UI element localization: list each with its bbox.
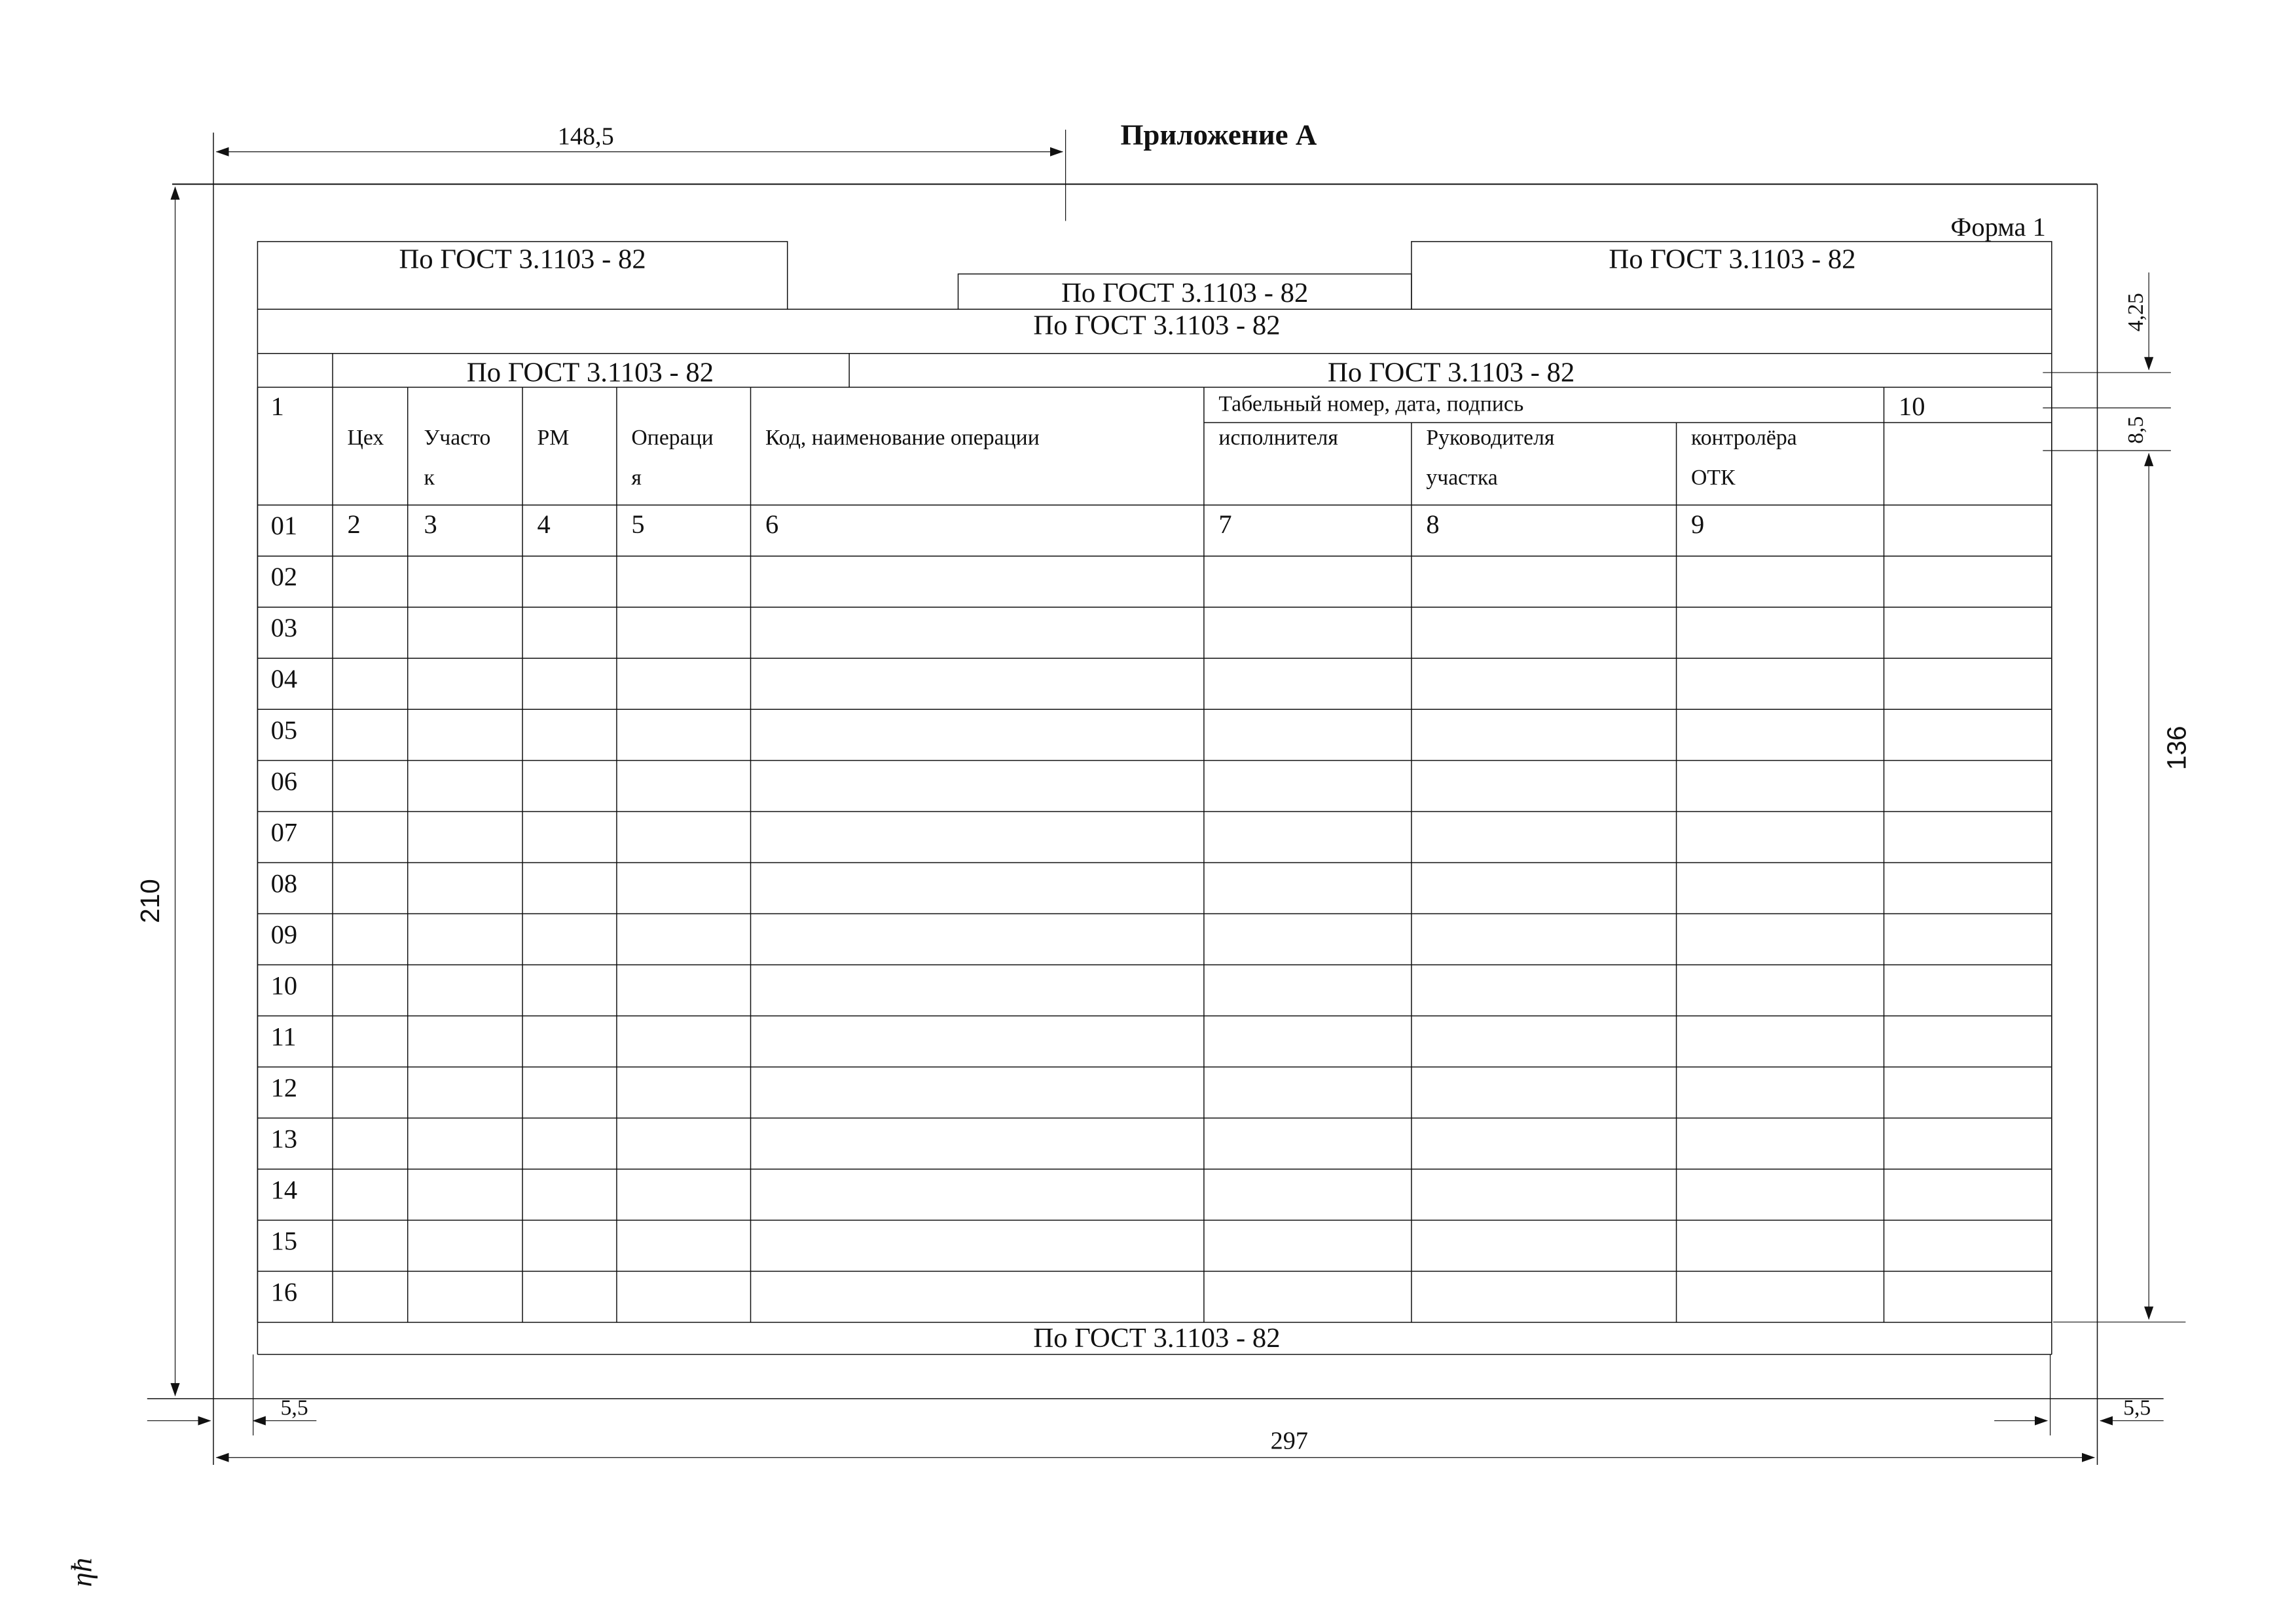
column-header-label: РМ [537,426,570,451]
gost-bottom-row: По ГОСТ 3.1103 - 82 [1033,1323,1281,1354]
column-number: 4 [537,509,551,539]
dim-top-half-width: 148,5 [557,122,614,151]
column-number: 9 [1691,509,1705,539]
gost-box-top-center: По ГОСТ 3.1103 - 82 [1061,278,1309,309]
row-number: 01 [270,511,298,541]
signature-column-label: исполнителя [1218,426,1338,451]
column-number: 7 [1218,509,1232,539]
column-number: 6 [765,509,779,539]
signature-column-label: Руководителя [1426,426,1555,451]
row-number: 12 [270,1073,298,1103]
row-number: 05 [270,715,298,745]
page-title: Приложение А [1120,118,1317,151]
column-header-label: я [631,465,642,490]
gost-cell-right: По ГОСТ 3.1103 - 82 [1327,357,1575,388]
column-number: 2 [347,509,361,539]
dim-sheet-height: 210 [134,879,165,923]
column-header-label: Операци [631,426,714,451]
row-number: 14 [270,1175,298,1205]
column-header-label: Код, наименование операции [765,426,1040,451]
column-number-10: 10 [1899,392,1925,422]
dim-header-row-height: 8,5 [2124,416,2149,444]
row-number: 08 [270,868,298,898]
gost-row-full: По ГОСТ 3.1103 - 82 [1033,310,1281,341]
signature-column-label: участка [1426,465,1498,490]
dim-left-margin: 5,5 [280,1395,308,1420]
gost-cell-left: По ГОСТ 3.1103 - 82 [466,357,714,388]
row-number: 15 [270,1226,298,1256]
dim-right-margin: 5,5 [2123,1395,2151,1420]
gost-box-top-left: По ГОСТ 3.1103 - 82 [399,244,646,275]
column-header-label: Участо [424,426,491,451]
column-header-label: Цех [347,426,384,451]
signature-column-label: контролёра [1691,426,1797,451]
row-number: 16 [270,1277,298,1307]
column-header-label: к [424,465,435,490]
dim-table-height: 136 [2161,726,2192,770]
gost-box-top-right: По ГОСТ 3.1103 - 82 [1609,244,1856,275]
row-number: 06 [270,766,298,796]
table-grid [257,387,2051,1322]
row-numbers [271,511,297,1306]
dim-sheet-width: 297 [1270,1427,1308,1455]
page-number-mark: ηħ [65,1557,98,1587]
row-number: 04 [270,664,298,694]
row-number: 03 [270,613,298,643]
signature-group-label: Табельный номер, дата, подпись [1218,392,1524,416]
row-number: 07 [270,817,298,847]
row-number: 10 [270,970,298,1001]
row-number: 09 [270,919,298,950]
column-number: 3 [424,509,437,539]
form-label: Форма 1 [1950,212,2046,242]
row-number: 11 [270,1022,297,1052]
column-number-1: 1 [270,392,284,422]
row-number: 13 [270,1124,298,1154]
row-number: 02 [270,562,298,592]
column-number-row [348,509,1705,539]
header-labels [348,426,1797,490]
column-number: 8 [1426,509,1440,539]
column-number: 5 [631,509,645,539]
signature-column-label: ОТК [1691,465,1736,490]
dim-top-offset: 4,25 [2124,293,2149,332]
header-boxes [257,242,2051,1355]
